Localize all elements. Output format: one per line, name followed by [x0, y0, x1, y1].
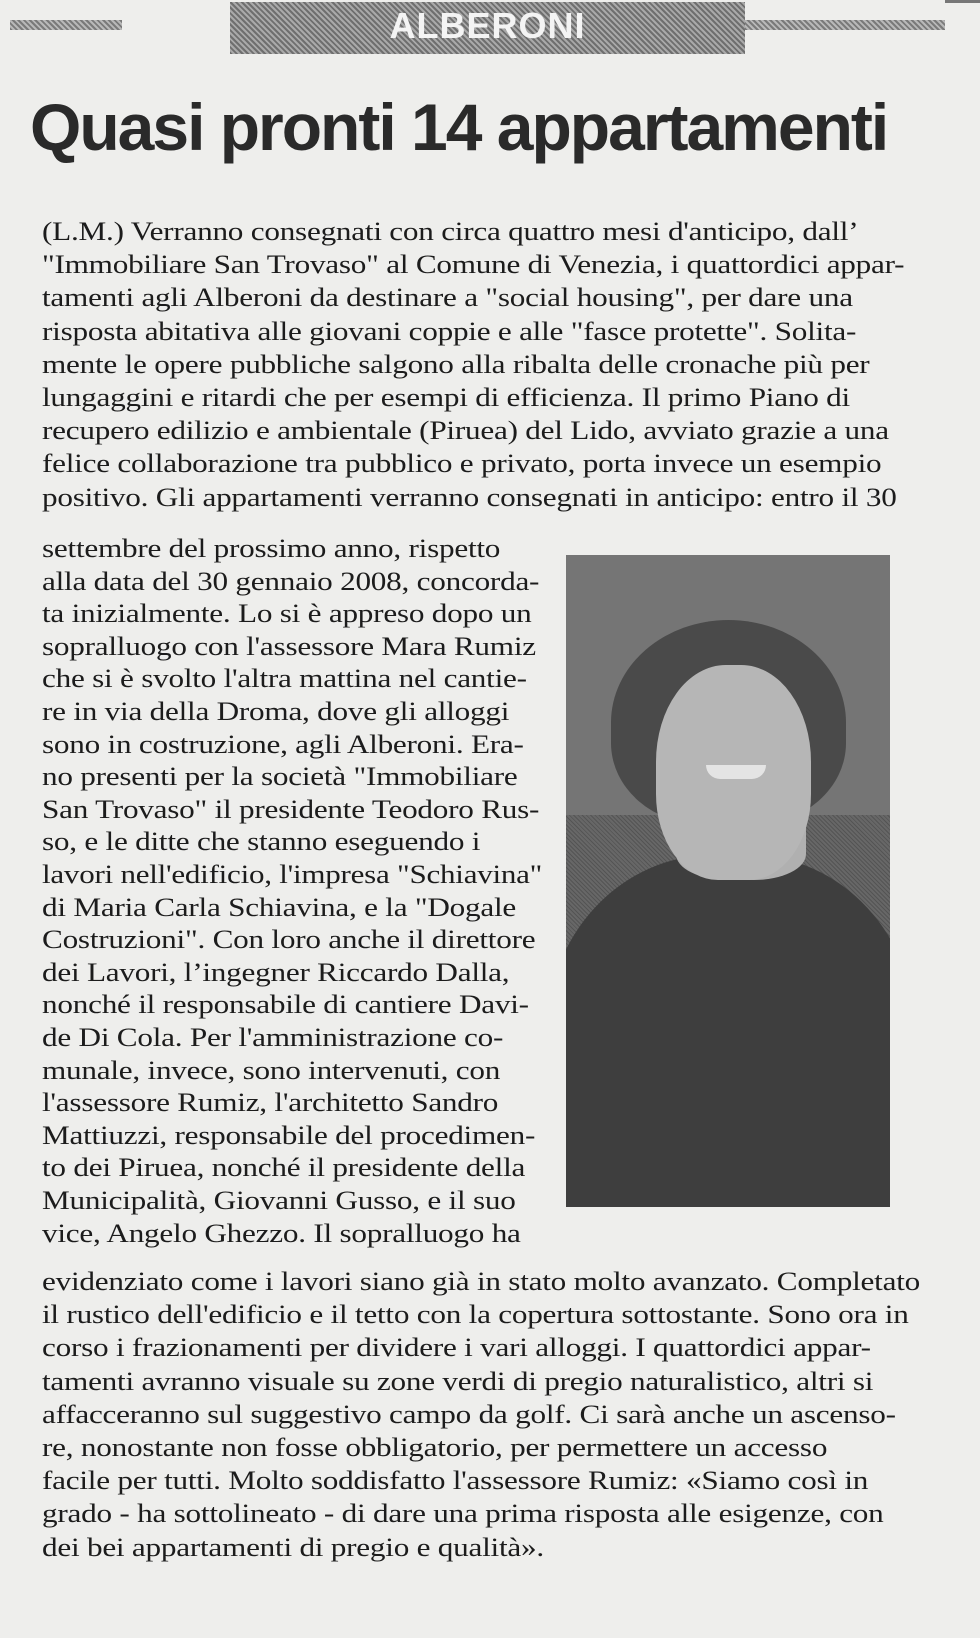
article-line: Costruzioni". Con loro anche il direttore: [42, 925, 536, 955]
article-line: so, e le ditte che stanno eseguendo i: [42, 827, 481, 857]
article-line: "Immobiliare San Trovaso" al Comune di Venezia, i quattordici appar-: [42, 250, 905, 280]
corner-rule: [945, 0, 980, 3]
article-line: munale, invece, sono intervenuti, con: [42, 1055, 501, 1085]
article-line: tamenti agli Alberoni da destinare a "social housing", per dare una: [42, 283, 853, 313]
article-line: mente le opere pubbliche salgono alla ribalta delle cronache più per: [42, 349, 870, 379]
article-line: nonché il responsabile di cantiere Davi-: [42, 990, 529, 1020]
section-kicker: [230, 2, 745, 54]
article-line: lungaggini e ritardi che per esempi di efficienza. Il primo Piano di: [42, 383, 850, 412]
article-line: dei Lavori, l’ingegner Riccardo Dalla,: [42, 957, 510, 987]
article-line: alla data del 30 gennaio 2008, concorda-: [42, 566, 540, 596]
article-line: che si è svolto l'altra mattina nel cantie-: [42, 664, 527, 694]
kicker-rule-right: [745, 20, 945, 30]
article-line: recupero edilizio e ambientale (Piruea) del Lido, avviato grazie a una: [42, 416, 889, 446]
kicker-rule-left: [10, 20, 122, 30]
article-line: no presenti per la società "Immobiliare: [42, 762, 518, 792]
article-line: lavori nell'edificio, l'impresa "Schiavina": [42, 860, 543, 889]
article-line: positivo. Gli appartamenti verranno consegnati in anticipo: entro il 30: [42, 482, 897, 512]
article-line: di Maria Carla Schiavina, e la "Dogale: [42, 892, 517, 922]
article-line: Municipalità, Giovanni Gusso, e il suo: [42, 1186, 516, 1215]
article-line: dei bei appartamenti di pregio e qualità».: [42, 1532, 544, 1562]
article-line: il rustico dell'edificio e il tetto con la copertura sottostante. Sono ora in: [42, 1300, 909, 1330]
headline: Quasi pronti 14 appartamenti: [30, 90, 888, 164]
article-line: re in via della Droma, dove gli alloggi: [42, 697, 510, 726]
article-line: affacceranno sul suggestivo campo da golf. Ci sarà anche un ascenso-: [42, 1399, 896, 1429]
article-line: re, nonostante non fosse obbligatorio, per permettere un accesso: [42, 1433, 828, 1462]
article-line: settembre del prossimo anno, rispetto: [42, 534, 501, 563]
article-line: (L.M.) Verranno consegnati con circa quattro mesi d'anticipo, dall’: [42, 217, 859, 246]
article-line: evidenziato come i lavori siano già in stato molto avanzato. Completato: [42, 1267, 920, 1296]
section-kicker-label: ALBERONI: [389, 5, 586, 46]
article-line: risposta abitativa alle giovani coppie e alle "fasce protette". Solita-: [42, 316, 857, 346]
article-line: facile per tutti. Molto soddisfatto l'assessore Rumiz: «Siamo così in: [42, 1466, 869, 1496]
article-line: San Trovaso" il presidente Teodoro Rus-: [42, 794, 540, 824]
article-line: de Di Cola. Per l'amministrazione co-: [42, 1023, 504, 1052]
article-line: ta inizialmente. Lo si è appreso dopo un: [42, 599, 532, 629]
article-line: to dei Piruea, nonché il presidente della: [42, 1153, 526, 1183]
article-line: tamenti avranno visuale su zone verdi di pregio naturalistico, altri si: [42, 1366, 874, 1396]
article-line: vice, Angelo Ghezzo. Il sopralluogo ha: [42, 1218, 521, 1248]
article-line: corso i frazionamenti per dividere i vari alloggi. I quattordici appar-: [42, 1333, 871, 1363]
article-line: sono in costruzione, agli Alberoni. Era-: [42, 729, 524, 759]
article-line: grado - ha sottolineato - di dare una prima risposta alle esigenze, con: [42, 1499, 884, 1529]
article-line: l'assessore Rumiz, l'architetto Sandro: [42, 1088, 499, 1118]
portrait-photo: [566, 555, 890, 1207]
article-line: sopralluogo con l'assessore Mara Rumiz: [42, 631, 536, 661]
article-line: Mattiuzzi, responsabile del procedimen-: [42, 1120, 536, 1150]
article-line: felice collaborazione tra pubblico e privato, porta invece un esempio: [42, 449, 882, 479]
